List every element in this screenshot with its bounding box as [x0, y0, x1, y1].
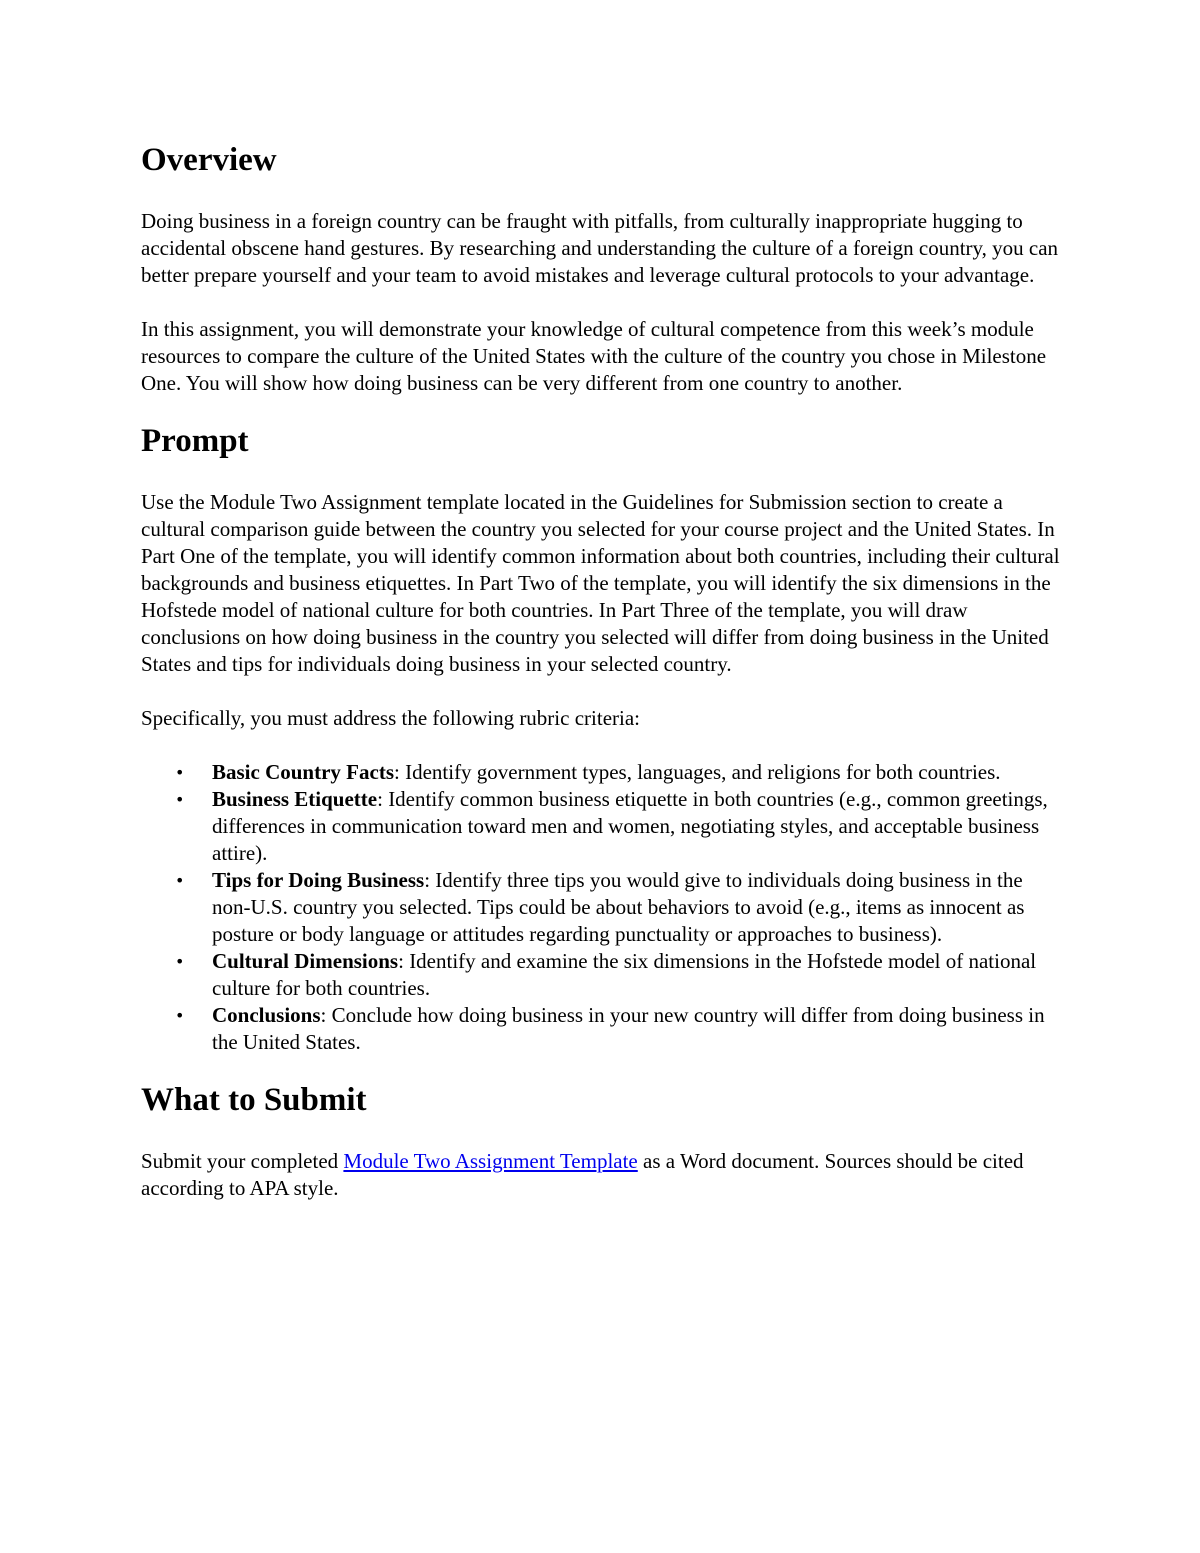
list-item: [141, 948, 1066, 1002]
rubric-criteria-list: [141, 759, 1066, 1056]
bullet-icon: •: [175, 763, 185, 782]
criterion-text: : Identify common business etiquette in both countries (e.g., common greetings, differences in communication toward men and women, negotiating styles, and acceptable business attire).: [212, 787, 1048, 865]
criterion-term: Cultural Dimensions: [212, 949, 399, 973]
bullet-icon: •: [175, 1006, 185, 1025]
prompt-heading: Prompt: [141, 423, 249, 459]
list-item: [141, 867, 1066, 948]
overview-paragraph-1: Doing business in a foreign country can be fraught with pitfalls, from culturally inappropriate hugging to accidental obscene hand gestures. By researching and understanding the culture of a foreign country, you can better prepare yourself and your team to avoid mistakes and leverage cultural protocols to your advantage.: [141, 209, 1059, 287]
criterion-text: : Conclude how doing business in your new country will differ from doing business in the United States.: [212, 1003, 1045, 1054]
submit-text-before-link: Submit your completed: [141, 1149, 344, 1173]
criterion-term: Tips for Doing Business: [212, 868, 425, 892]
criterion-term: Business Etiquette: [212, 787, 378, 811]
criterion-text: : Identify government types, languages, and religions for both countries.: [394, 760, 1001, 784]
prompt-paragraph-1: Use the Module Two Assignment template located in the Guidelines for Submission section to create a cultural comparison guide between the country you selected for your course project and the United States. In Part One of the template, you will identify common information about both countries, including their cultural backgrounds and business etiquettes. In Part Two of the template, you will identify the six dimensions in the Hofstede model of national culture for both countries. In Part Three of the template, you will draw conclusions on how doing business in the country you selected will differ from doing business in the United States and tips for individuals doing business in your selected country.: [141, 490, 1060, 676]
submit-text-after-link: as a Word document. Sources should be cited according to APA style.: [141, 1149, 1024, 1200]
list-item: [141, 759, 1066, 786]
criterion-text: : Identify and examine the six dimensions in the Hofstede model of national culture for both countries.: [212, 949, 1037, 1000]
prompt-paragraph-2: Specifically, you must address the following rubric criteria:: [141, 706, 640, 730]
what-to-submit-heading: What to Submit: [141, 1082, 367, 1118]
bullet-icon: •: [175, 952, 185, 971]
document-page: [141, 138, 1066, 1202]
module-two-template-link[interactable]: Module Two Assignment Template: [343, 1149, 638, 1173]
criterion-term: Basic Country Facts: [212, 760, 394, 784]
list-item: [141, 786, 1066, 867]
overview-heading: Overview: [141, 142, 277, 178]
overview-paragraph-2: In this assignment, you will demonstrate your knowledge of cultural competence from this week’s module resources to compare the culture of the United States with the culture of the country you chose in Milestone One. You will show how doing business can be very different from one country to another.: [141, 317, 1047, 395]
bullet-icon: •: [175, 871, 185, 890]
submit-paragraph: [141, 1148, 1066, 1202]
criterion-term: Conclusions: [212, 1003, 321, 1027]
list-item: [141, 1002, 1066, 1056]
criterion-text: : Identify three tips you would give to individuals doing business in the non-U.S. country you selected. Tips could be about behaviors to avoid (e.g., items as innocent as posture or body language or attitudes regarding punctuality or approaches to business).: [212, 868, 1025, 946]
bullet-icon: •: [175, 790, 185, 809]
